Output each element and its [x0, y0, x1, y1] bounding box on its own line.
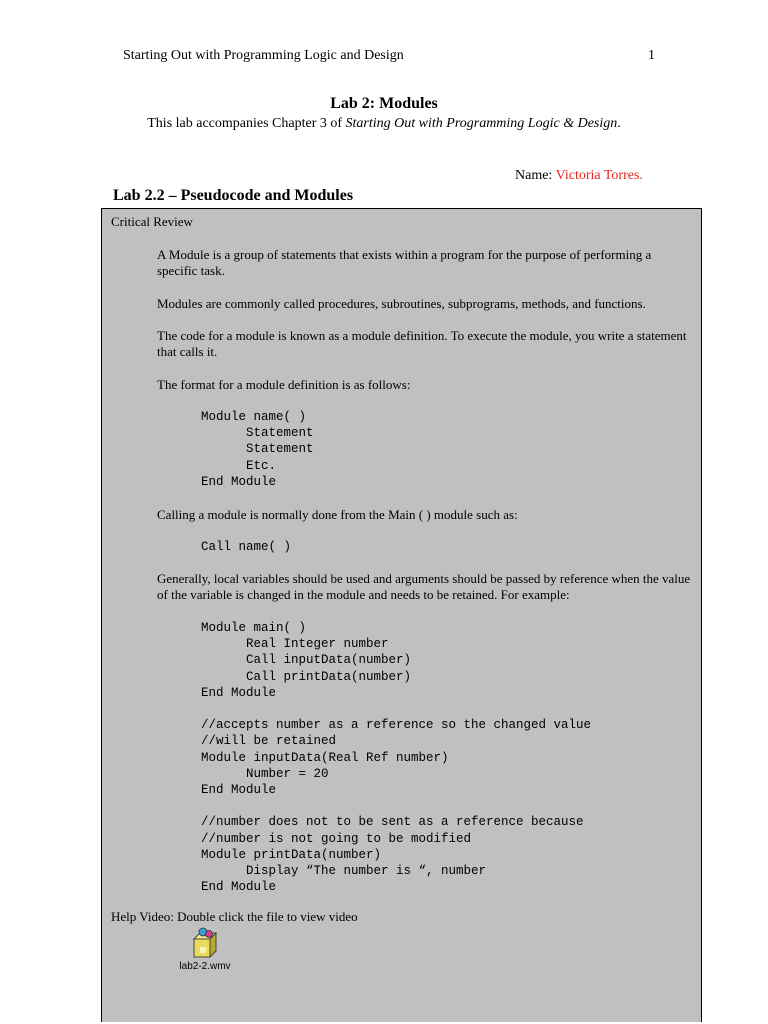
lab-subtitle: [0, 116, 768, 132]
critical-review-heading: Critical Review: [111, 214, 193, 229]
page-number: 1: [648, 48, 655, 63]
lab-subtitle-suffix: .: [617, 116, 621, 131]
help-video-text: Help Video: Double click the file to view video: [111, 909, 358, 924]
name-label: Name:: [515, 168, 556, 183]
code-module-format: Module name( ) Statement Statement Etc. End Module: [201, 410, 314, 489]
paragraph-module-names: Modules are commonly called procedures, subroutines, subprograms, methods, and functions.: [157, 296, 646, 311]
lab-title: Lab 2: Modules: [330, 95, 438, 112]
paragraph-module-call: The code for a module is known as a module definition. To execute the module, you write a statement that calls it.: [157, 328, 687, 359]
code-example-program: Module main( ) Real Integer number Call inputData(number) Call printData(number) End Module //accepts number as a reference so the changed value //will be retained Module inputData(Real Ref number) Number = 20 End Module //number does not to be sent as a reference because //number is not going to be modified Module printData(number) Display “The number is “, number End Module: [201, 621, 592, 895]
section-title: Lab 2.2 – Pseudocode and Modules: [113, 187, 354, 204]
paragraph-calling: Calling a module is normally done from the Main ( ) module such as:: [157, 507, 518, 522]
paragraph-local-variables: Generally, local variables should be used and arguments should be passed by reference when the value of the variable is changed in the module and needs to be retained. For example:: [157, 571, 691, 602]
student-name: Victoria Torres.: [555, 168, 643, 183]
student-name-line: [515, 168, 643, 184]
running-header-title: Starting Out with Programming Logic and Design: [123, 48, 404, 63]
critical-review-box: [101, 208, 702, 1022]
video-file-icon[interactable]: [190, 927, 224, 961]
lab-subtitle-book: Starting Out with Programming Logic & Design: [345, 116, 618, 131]
paragraph-module-definition: A Module is a group of statements that exists within a program for the purpose of performing a specific task.: [157, 247, 652, 278]
lab-subtitle-prefix: This lab accompanies Chapter 3 of: [147, 116, 346, 131]
code-call-example: Call name( ): [201, 540, 292, 554]
video-file-name[interactable]: lab2-2.wmv: [179, 961, 231, 972]
paragraph-format: The format for a module definition is as follows:: [157, 377, 411, 392]
